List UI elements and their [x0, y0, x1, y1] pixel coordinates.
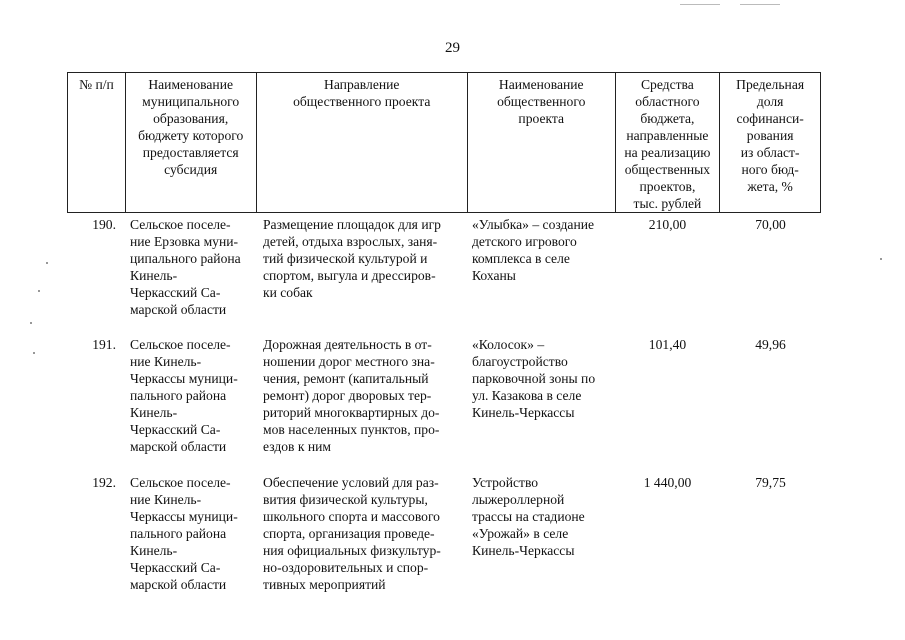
text-line: тыс. рублей — [633, 196, 702, 211]
text-line: Сельское поселе- — [130, 475, 231, 490]
text-line: субсидия — [164, 162, 218, 177]
row-share: 70,00 — [755, 217, 786, 232]
row-num: 190. — [92, 217, 116, 232]
text-line: лыжероллерной — [472, 492, 565, 507]
text-line: ния официальных физкультур- — [263, 543, 441, 558]
text-line: муниципального — [142, 94, 240, 109]
header-funds — [615, 73, 720, 212]
text-line: из област- — [740, 145, 800, 160]
text-line: детского игрового — [472, 234, 577, 249]
text-line: пального района — [130, 388, 227, 403]
text-line: Средства — [640, 77, 694, 92]
text-line: Обеспечение условий для раз- — [263, 475, 439, 490]
text-line: ремонт) дорог дворовых тер- — [263, 388, 432, 403]
text-line: мов населенных пунктов, про- — [263, 422, 440, 437]
text-line: спорта, организация проведе- — [263, 526, 435, 541]
text-line: Черкассы муници- — [130, 509, 238, 524]
text-line: «Улыбка» – создание — [472, 217, 595, 232]
text-line: бюджету которого — [138, 128, 244, 143]
text-line: Наименование — [148, 77, 234, 92]
text-line: парковочной зоны по — [472, 371, 596, 386]
row-municipality — [124, 216, 255, 318]
text-line: марской области — [130, 302, 227, 317]
scan-speck — [33, 352, 35, 354]
text-line: Размещение площадок для игр — [263, 217, 441, 232]
text-line: Черкасский Са- — [130, 422, 221, 437]
text-line: проектов, — [639, 179, 696, 194]
text-line: марской области — [130, 439, 227, 454]
text-line: ние Ерзовка муни- — [130, 234, 239, 249]
text-line: ного бюд- — [741, 162, 799, 177]
table-row — [67, 216, 821, 318]
text-line: Черкасский Са- — [130, 560, 221, 575]
text-line: софинанси- — [736, 111, 804, 126]
text-line: Кинель- — [130, 405, 178, 420]
scan-speck — [880, 258, 882, 260]
text-line: бюджета, — [640, 111, 695, 126]
text-line: Направление — [324, 77, 400, 92]
text-line: «Урожай» в селе — [472, 526, 569, 541]
text-line: областного — [635, 94, 700, 109]
header-direction — [256, 73, 467, 212]
text-line: общественного проекта — [293, 94, 431, 109]
page-number: 29 — [445, 40, 460, 56]
text-line: рования — [746, 128, 794, 143]
row-direction — [255, 474, 467, 593]
text-line: марской области — [130, 577, 227, 592]
text-line: школьного спорта и массового — [263, 509, 440, 524]
text-line: Коханы — [472, 268, 516, 283]
text-line: Сельское поселе- — [130, 337, 231, 352]
text-line: на реализацию — [624, 145, 711, 160]
row-project — [467, 474, 615, 593]
text-line: Черкассы муници- — [130, 371, 238, 386]
row-num: 191. — [92, 337, 116, 352]
text-line: Черкасский Са- — [130, 285, 221, 300]
text-line: ние Кинель- — [130, 492, 202, 507]
text-line: детей, отдыха взрослых, заня- — [263, 234, 438, 249]
row-num: 192. — [92, 475, 116, 490]
text-line: Кинель-Черкассы — [472, 543, 575, 558]
header-project — [467, 73, 615, 212]
text-line: спортом, выгула и дрессиров- — [263, 268, 436, 283]
text-line: тий физической культурой и — [263, 251, 428, 266]
text-line: доля — [756, 94, 784, 109]
text-line: предоставляется — [142, 145, 239, 160]
table-row — [67, 336, 821, 455]
header-municipality — [125, 73, 256, 212]
text-line: проекта — [518, 111, 565, 126]
text-line: Наименование — [498, 77, 584, 92]
table-row — [67, 474, 821, 593]
row-direction — [255, 336, 467, 455]
row-share: 79,75 — [755, 475, 786, 490]
text-line: общественного — [497, 94, 586, 109]
text-line: Устройство — [472, 475, 539, 490]
text-line: Предельная — [736, 77, 805, 92]
text-line: ципального района — [130, 251, 241, 266]
text-line: «Колосок» – — [472, 337, 545, 352]
row-project — [467, 216, 615, 318]
text-line: трассы на стадионе — [472, 509, 585, 524]
scan-speck — [46, 262, 48, 264]
row-direction — [255, 216, 467, 318]
text-line: Дорожная деятельность в от- — [263, 337, 432, 352]
row-municipality — [124, 474, 255, 593]
text-line: жета, % — [747, 179, 793, 194]
row-funds: 1 440,00 — [643, 475, 692, 490]
row-share: 49,96 — [755, 337, 786, 352]
row-funds: 101,40 — [648, 337, 687, 352]
text-line: ул. Казакова в селе — [472, 388, 582, 403]
text-line: Кинель- — [130, 268, 178, 283]
row-municipality — [124, 336, 255, 455]
text-line: вития физической культуры, — [263, 492, 428, 507]
text-line: благоустройство — [472, 354, 568, 369]
text-line: Кинель- — [130, 543, 178, 558]
text-line: направленные — [626, 128, 709, 143]
text-line: ношении дорог местного зна- — [263, 354, 435, 369]
scan-artifact-line — [680, 4, 720, 5]
text-line: ездов к ним — [263, 439, 332, 454]
text-line: общественных — [624, 162, 711, 177]
text-line: Сельское поселе- — [130, 217, 231, 232]
text-line: ки собак — [263, 285, 313, 300]
text-line: ние Кинель- — [130, 354, 202, 369]
row-funds: 210,00 — [648, 217, 687, 232]
subsidy-table — [67, 72, 821, 592]
scan-speck — [30, 322, 32, 324]
text-line: образования, — [153, 111, 229, 126]
text-line: тивных мероприятий — [263, 577, 386, 592]
text-line: риторий многоквартирных до- — [263, 405, 440, 420]
text-line: Кинель-Черкассы — [472, 405, 575, 420]
text-line: пального района — [130, 526, 227, 541]
scan-speck — [38, 290, 40, 292]
text-line: комплекса в селе — [472, 251, 570, 266]
text-line: чения, ремонт (капитальный — [263, 371, 429, 386]
header-share — [719, 73, 820, 212]
table-header — [67, 72, 821, 213]
text-line: но-оздоровительных и спор- — [263, 560, 429, 575]
row-project — [467, 336, 615, 455]
scan-artifact-line — [740, 4, 780, 5]
header-num: № п/п — [79, 77, 114, 92]
